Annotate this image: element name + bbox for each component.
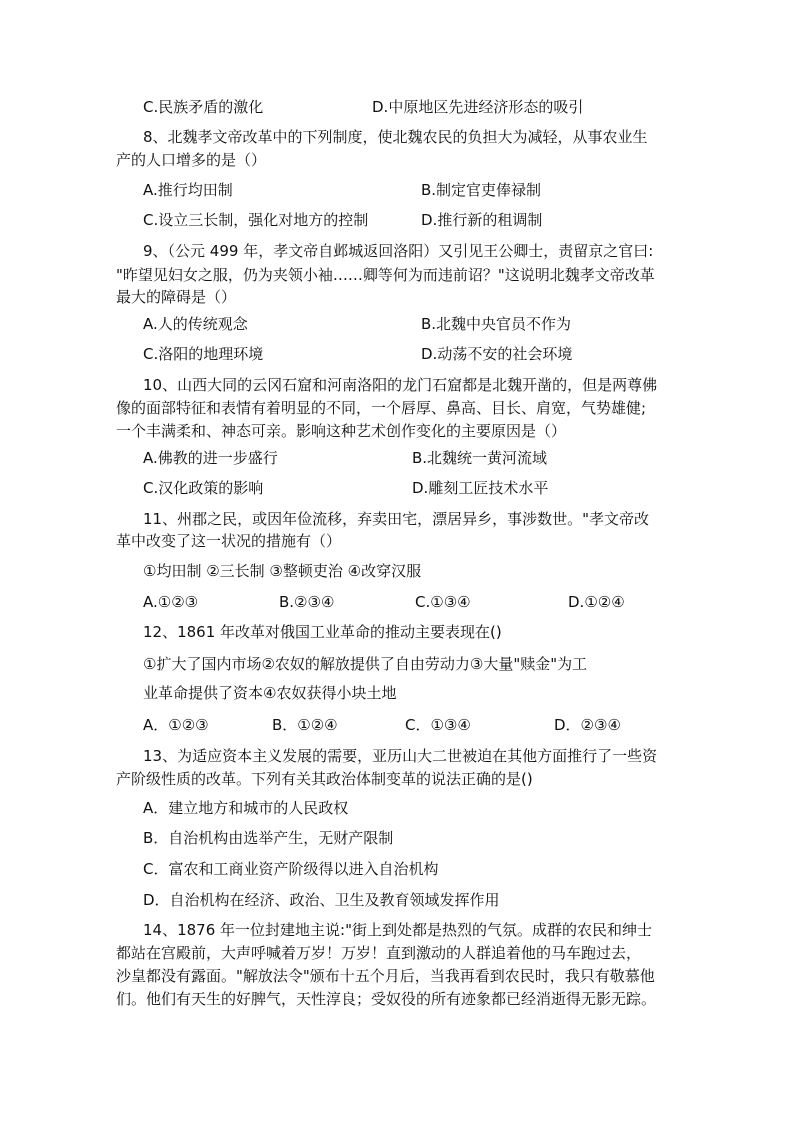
q7-option-c: C.民族矛盾的激化 (143, 98, 264, 116)
q11-stem-line1: 11、州郡之民，或因年俭流移，弃卖田宅，漂居异乡，事涉数世。"孝文帝改 (143, 510, 649, 528)
q9-stem-line2: "昨望见妇女之服，仍为夹领小袖……卿等何为而违前诏？"这说明北魏孝文帝改革 (116, 266, 655, 284)
q10-option-b: B.北魏统一黄河流域 (412, 449, 548, 467)
q10-stem-line3: 一个丰满柔和、神态可亲。影响这种艺术创作变化的主要原因是（） (116, 422, 567, 440)
q10-option-a: A.佛教的进一步盛行 (143, 449, 278, 467)
q8-option-a: A.推行均田制 (143, 181, 233, 199)
q10-option-c: C.汉化政策的影响 (143, 479, 264, 497)
q10-option-d: D.雕刻工匠技术水平 (412, 479, 549, 497)
q8-stem-line1: 8、北魏孝文帝改革中的下列制度，使北魏农民的负担大为减轻，从事农业生 (143, 128, 648, 146)
q9-option-b: B.北魏中央官员不作为 (421, 315, 572, 333)
q10-stem-line1: 10、山西大同的云冈石窟和河南洛阳的龙门石窟都是北魏开凿的，但是两尊佛 (143, 376, 658, 394)
q12-option-c: C．①③④ (405, 716, 471, 734)
q14-stem-line3: 沙皇都没有露面。"解放法令"颁布十五个月后，当我再看到农民时，我只有敬慕他 (116, 967, 655, 985)
q7-option-d: D.中原地区先进经济形态的吸引 (372, 98, 584, 116)
q12-option-a: A．①②③ (143, 716, 209, 734)
q12-option-d: D．②③④ (554, 716, 621, 734)
q11-stem-line2: 革中改变了这一状况的措施有（） (116, 532, 342, 550)
q9-stem-line1: 9、（公元 499 年，孝文帝自邺城返回洛阳）又引见王公卿士，责留京之官曰: (143, 242, 654, 260)
q12-stem-line1: 12、1861 年改革对俄国工业革命的推动主要表现在() (143, 623, 502, 641)
q11-option-c: C.①③④ (415, 593, 471, 611)
q13-option-c: C．富农和工商业资产阶级得以进入自治机构 (143, 860, 439, 878)
q11-choices: ①均田制 ②三长制 ③整顿吏治 ④改穿汉服 (143, 562, 422, 580)
q8-option-c: C.设立三长制，强化对地方的控制 (143, 211, 369, 229)
q8-option-d: D.推行新的租调制 (421, 211, 543, 229)
q11-option-b: B.②③④ (279, 593, 335, 611)
q10-stem-line2: 像的面部特征和表情有着明显的不同，一个唇厚、鼻高、目长、肩宽，气势雄健; (116, 399, 647, 417)
q12-choices-line2: 业革命提供了资本④农奴获得小块土地 (143, 684, 397, 702)
q11-option-a: A.①②③ (143, 593, 199, 611)
q9-stem-line3: 最大的障碍是（） (116, 288, 237, 306)
q13-option-d: D．自治机构在经济、政治、卫生及教育领域发挥作用 (143, 891, 500, 909)
q9-option-a: A.人的传统观念 (143, 315, 248, 333)
q12-option-b: B．①②④ (272, 716, 338, 734)
q13-option-a: A．建立地方和城市的人民政权 (143, 799, 349, 817)
q13-stem-line1: 13、为适应资本主义发展的需要，亚历山大二世被迫在其他方面推行了一些资 (143, 747, 658, 765)
q14-stem-line4: 们。他们有天生的好脾气，天性淳良；受奴役的所有迹象都已经消逝得无影无踪。 (116, 990, 657, 1008)
q11-option-d: D.①②④ (568, 593, 625, 611)
q8-stem-line2: 产的人口增多的是（） (116, 151, 267, 169)
q13-stem-line2: 产阶级性质的改革。下列有关其政治体制变革的说法正确的是() (116, 770, 533, 788)
q12-choices-line1: ①扩大了国内市场②农奴的解放提供了自由劳动力③大量"赎金"为工 (143, 655, 588, 673)
q13-option-b: B．自治机构由选举产生，无财产限制 (143, 829, 394, 847)
q8-option-b: B.制定官吏俸禄制 (421, 181, 542, 199)
q9-option-c: C.洛阳的地理环境 (143, 345, 264, 363)
q14-stem-line1: 14、1876 年一位封建地主说:"街上到处都是热烈的气氛。成群的农民和绅士 (143, 921, 652, 939)
q14-stem-line2: 都站在宫殿前，大声呼喊着万岁！万岁！直到激动的人群追着他的马车跑过去， (116, 944, 642, 962)
q9-option-d: D.动荡不安的社会环境 (421, 345, 573, 363)
